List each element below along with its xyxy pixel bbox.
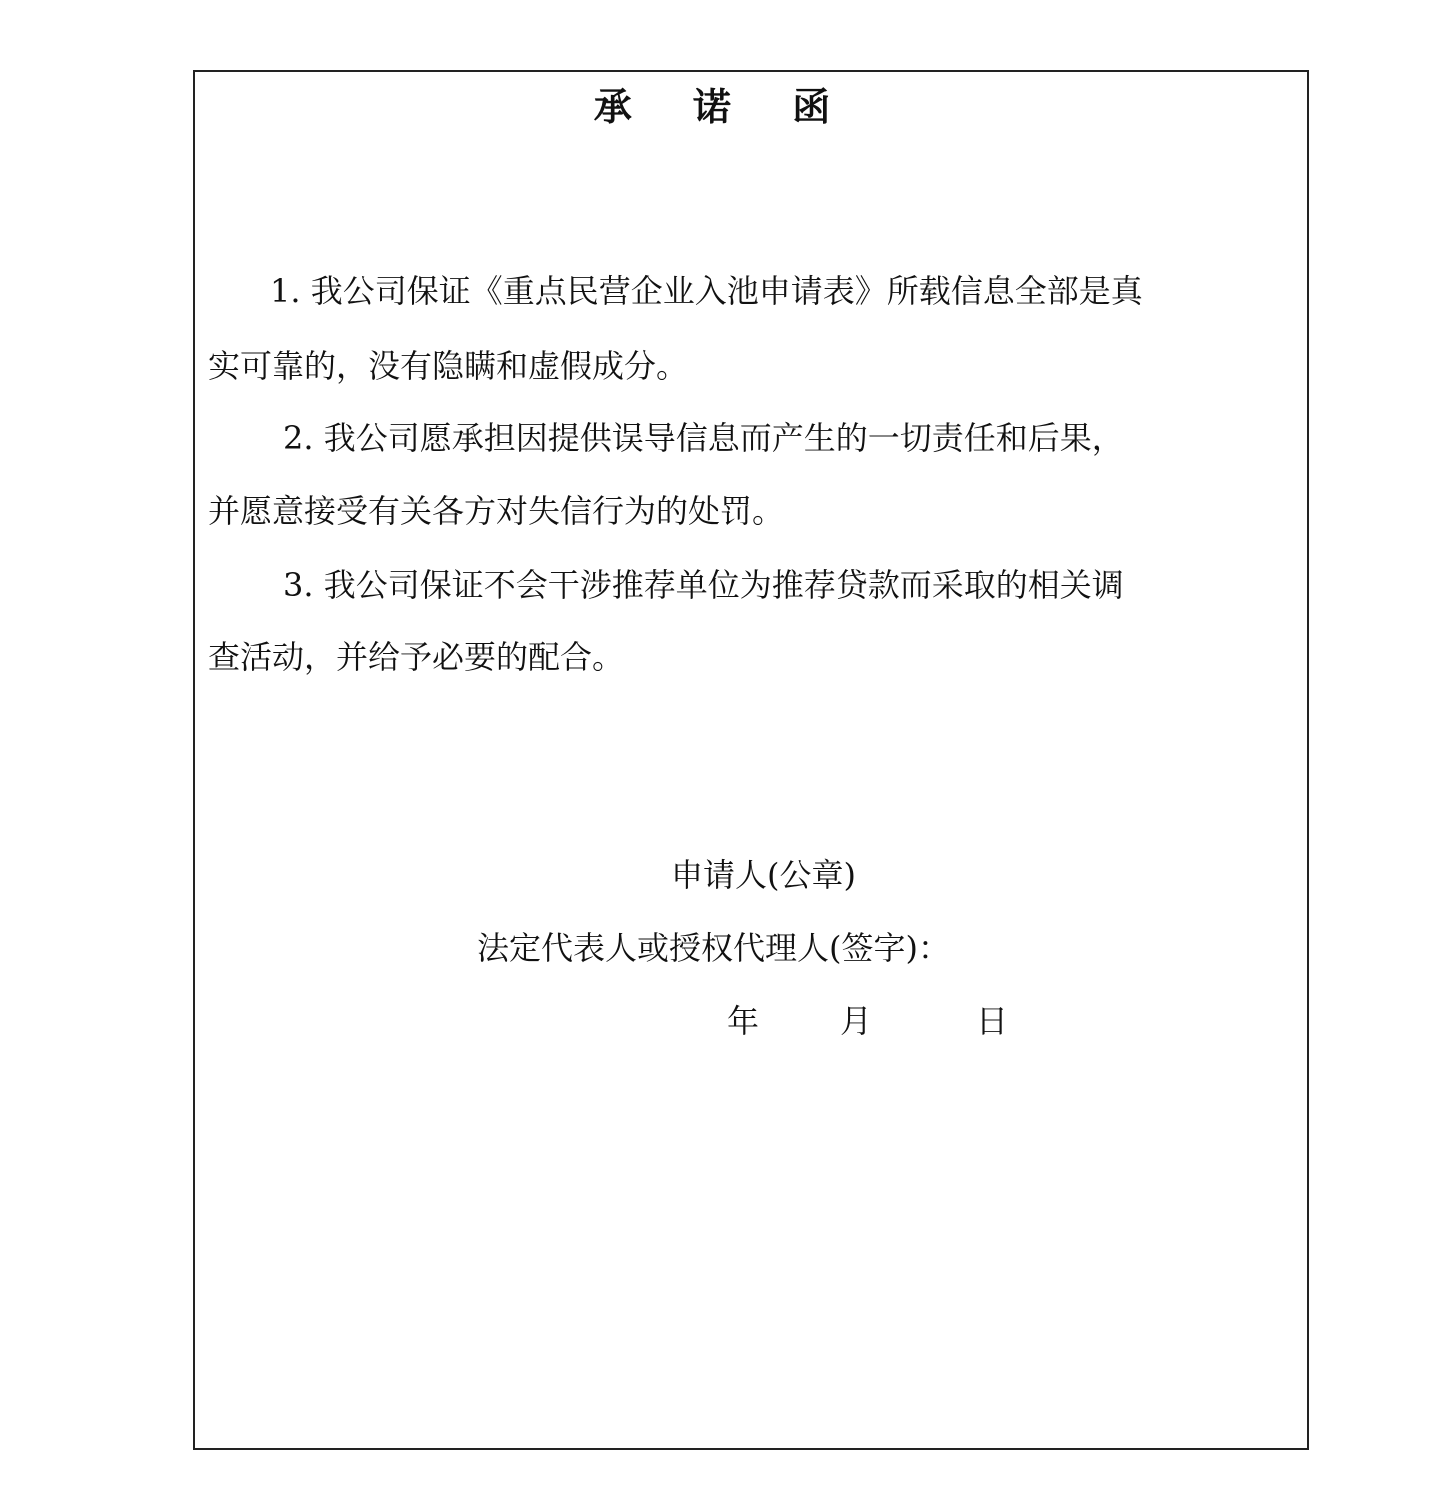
representative-signature-label: 法定代表人或授权代理人(签字)： <box>477 929 950 967</box>
document-title: 承 诺 函 <box>593 84 855 129</box>
item-2-line-1: 2. 我公司愿承担因提供误导信息而产生的一切责任和后果， <box>283 419 1124 457</box>
item-1-line-2: 实可靠的，没有隐瞒和虚假成分。 <box>208 347 689 385</box>
date-year-label: 年 <box>727 1002 760 1040</box>
date-month-label: 月 <box>840 1002 873 1040</box>
item-1-line-1: 1. 我公司保证《重点民营企业入池申请表》所载信息全部是真 <box>270 272 1143 310</box>
item-2-line-2: 并愿意接受有关各方对失信行为的处罚。 <box>208 492 785 530</box>
item-3-line-2: 查活动，并给予必要的配合。 <box>208 638 625 676</box>
applicant-seal-label: 申请人(公章) <box>671 856 856 894</box>
item-3-line-1: 3. 我公司保证不会干涉推荐单位为推荐贷款而采取的相关调 <box>283 566 1124 604</box>
date-day-label: 日 <box>976 1002 1009 1040</box>
